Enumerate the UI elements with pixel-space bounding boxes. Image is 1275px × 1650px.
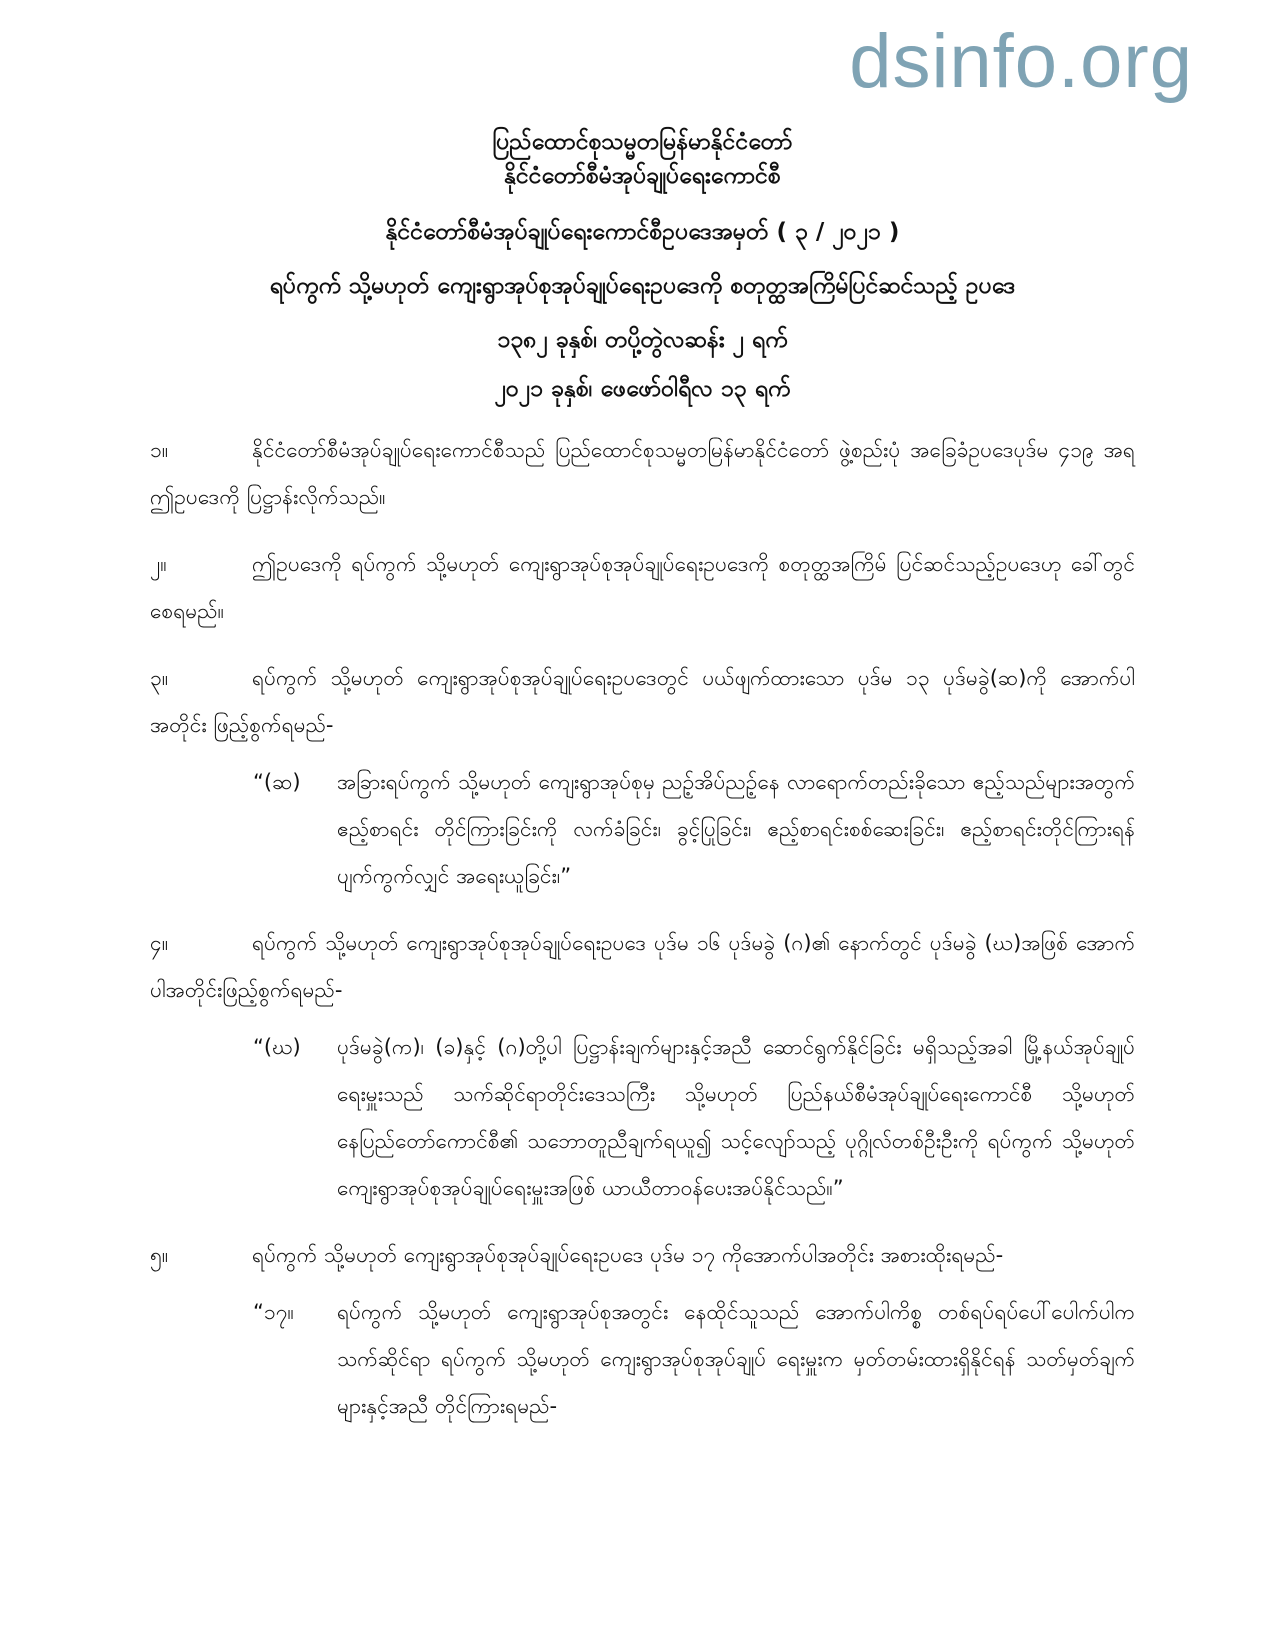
section-text: ရပ်ကွက် သို့မဟုတ် ကျေးရွာအုပ်စုအုပ်ချုပ်ရေးဥပဒေ ပုဒ်မ ၁၆ ပုဒ်မခွဲ (ဂ)၏ နောက်တွင် ပုဒ်မခွဲ (ဃ)အဖြစ် အောက်ပါအတိုင်းဖြည့်စွက်ရမည်- xyxy=(150,931,1135,1003)
subsection-quote xyxy=(253,1289,1135,1430)
section-number: ၄။ xyxy=(150,931,169,956)
section-1 xyxy=(150,427,1135,521)
country-title: ပြည်ထောင်စုသမ္မတမြန်မာနိုင်ငံတော် xyxy=(492,129,793,155)
subsection-quote xyxy=(253,1024,1135,1212)
section-number: ၁။ xyxy=(150,438,169,463)
subsection-text: ပုဒ်မခွဲ(က)၊ (ခ)နှင့် (ဂ)တို့ပါ ပြဋ္ဌာန်းချက်များနှင့်အညီ ဆောင်ရွက်နိုင်ခြင်း မရှိသည့်အခါ မြို့နယ်အုပ်ချုပ်ရေးမှူးသည် သက်ဆိုင်ရာတိုင်းဒေသကြီး သို့မဟုတ် ပြည်နယ်စီမံအုပ်ချုပ်ရေးကောင်စီ သို့မဟုတ် နေပြည်တော်ကောင်စီ၏ သဘောတူညီချက်ရယူ၍ သင့်လျော်သည့် ပုဂ္ဂိုလ်တစ်ဦးဦးကို ရပ်ကွက် သို့မဟုတ် ကျေးရွာအုပ်စုအုပ်ချုပ်ရေးမှူးအဖြစ် ယာယီတာဝန်ပေးအပ်နိုင်သည်။” xyxy=(337,1035,1135,1201)
section-4 xyxy=(150,920,1135,1212)
section-text: နိုင်ငံတော်စီမံအုပ်ချုပ်ရေးကောင်စီသည် ပြည်ထောင်စုသမ္မတမြန်မာနိုင်ငံတော် ဖွဲ့စည်းပုံ အခြေခံဥပဒေပုဒ်မ ၄၁၉ အရ ဤဥပဒေကို ပြဋ္ဌာန်းလိုက်သည်။ xyxy=(150,438,1135,510)
section-paragraph xyxy=(150,541,1135,635)
subsection-text: ရပ်ကွက် သို့မဟုတ် ကျေးရွာအုပ်စုအတွင်း နေထိုင်သူသည် အောက်ပါကိစ္စ တစ်ရပ်ရပ်ပေါ်ပေါက်ပါက သက်ဆိုင်ရာ ရပ်ကွက် သို့မဟုတ် ကျေးရွာအုပ်စုအုပ်ချုပ် ရေးမှူးက မှတ်တမ်းထားရှိနိုင်ရန် သတ်မှတ်ချက်များနှင့်အညီ တိုင်ကြားရမည်- xyxy=(337,1300,1135,1419)
section-text: ရပ်ကွက် သို့မဟုတ် ကျေးရွာအုပ်စုအုပ်ချုပ်ရေးဥပဒေ ပုဒ်မ ၁၇ ကိုအောက်ပါအတိုင်း အစားထိုးရမည်- xyxy=(252,1243,1004,1268)
section-2 xyxy=(150,541,1135,635)
section-5 xyxy=(150,1232,1135,1430)
section-text: ရပ်ကွက် သို့မဟုတ် ကျေးရွာအုပ်စုအုပ်ချုပ်ရေးဥပဒေတွင် ပယ်ဖျက်ထားသော ပုဒ်မ ၁၃ ပုဒ်မခွဲ(ဆ)ကို အောက်ပါ အတိုင်း ဖြည့်စွက်ရမည်- xyxy=(150,666,1135,738)
document-header xyxy=(150,128,1135,405)
law-number: နိုင်ငံတော်စီမံအုပ်ချုပ်ရေးကောင်စီဥပဒေအမှတ် ( ၃ / ၂၀၂၁ ) xyxy=(385,218,900,245)
law-title: ရပ်ကွက် သို့မဟုတ် ကျေးရွာအုပ်စုအုပ်ချုပ်ရေးဥပဒေကို စတုတ္ထအကြိမ်ပြင်ဆင်သည့် ဥပဒေ xyxy=(269,272,1016,299)
section-text: ဤဥပဒေကို ရပ်ကွက် သို့မဟုတ် ကျေးရွာအုပ်စုအုပ်ချုပ်ရေးဥပဒေကို စတုတ္ထအကြိမ် ပြင်ဆင်သည့်ဥပဒေဟု ခေါ်တွင်စေရမည်။ xyxy=(150,552,1135,624)
subsection-label: “၁၇။ xyxy=(253,1300,294,1325)
watermark-logo: dsinfo.org xyxy=(849,19,1193,104)
subsection-label: “(ဃ) xyxy=(253,1035,301,1060)
section-paragraph xyxy=(150,1232,1135,1279)
gregorian-date: ၂၀၂၁ ခုနှစ်၊ ဖေဖော်ဝါရီလ ၁၃ ရက် xyxy=(494,376,791,403)
section-paragraph xyxy=(150,920,1135,1014)
section-paragraph xyxy=(150,427,1135,521)
section-number: ၃။ xyxy=(150,666,169,691)
section-paragraph xyxy=(150,655,1135,749)
section-number: ၂။ xyxy=(150,552,167,577)
document-page xyxy=(150,128,1135,1430)
myanmar-date: ၁၃၈၂ ခုနှစ်၊ တပို့တွဲလဆန်း ၂ ရက် xyxy=(497,326,788,353)
section-3 xyxy=(150,655,1135,900)
subsection-label: “(ဆ) xyxy=(253,770,301,795)
subsection-quote xyxy=(253,759,1135,900)
council-title: နိုင်ငံတော်စီမံအုပ်ချုပ်ရေးကောင်စီ xyxy=(504,162,781,189)
section-number: ၅။ xyxy=(150,1243,169,1268)
subsection-text: အခြားရပ်ကွက် သို့မဟုတ် ကျေးရွာအုပ်စုမှ ညဥ့်အိပ်ညဥ့်နေ လာရောက်တည်းခိုသော ဧည့်သည်များအတွက် ဧည့်စာရင်း တိုင်ကြားခြင်းကို လက်ခံခြင်း၊ ခွင့်ပြုခြင်း၊ ဧည့်စာရင်းစစ်ဆေးခြင်း၊ ဧည့်စာရင်းတိုင်ကြားရန် ပျက်ကွက်လျှင် အရေးယူခြင်း၊” xyxy=(337,770,1135,889)
